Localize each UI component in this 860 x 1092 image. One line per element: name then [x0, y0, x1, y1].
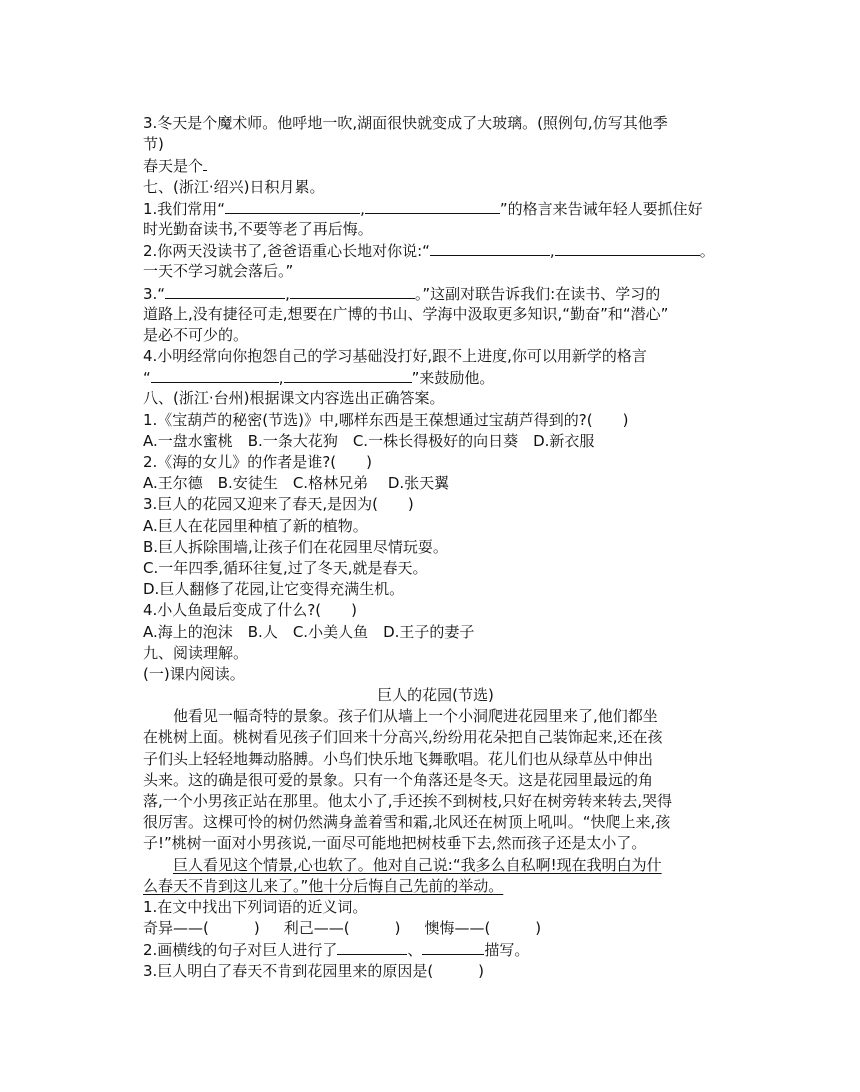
question-8-3: 3.巨人的花园又迎来了春天,是因为( )	[143, 495, 414, 514]
q-text: 1.我们常用“	[143, 199, 226, 218]
subsection-heading: (一)课内阅读。	[143, 664, 245, 683]
q-text: 2.你两天没读书了,爸爸语重心长地对你说:“	[143, 242, 430, 261]
answer-blank	[290, 283, 415, 299]
question-8-4: 4.小人鱼最后变成了什么?( )	[143, 601, 357, 620]
answer-blank	[337, 939, 407, 955]
passage-line: 落,一个小男孩正站在那里。他太小了,手还挨不到树枝,只好在树旁转来转去,哭得	[143, 792, 673, 810]
underlined-sentence: 巨人看见这个情景,心也软了。他对自己说:“我多么自私啊!现在我明白为什	[173, 855, 662, 874]
answer-blank	[151, 367, 279, 383]
q-text: 3.“	[143, 284, 166, 303]
question-7-4-cont	[143, 367, 728, 388]
q-text: 。”这副对联告诉我们:在读书、学习的	[414, 284, 661, 303]
answer-blank	[284, 367, 412, 383]
passage-line: 很厉害。这棵可怜的树仍然满身盖着雪和霜,北风还在树顶上吼叫。“快爬上来,孩	[143, 813, 671, 832]
question-8-2-options: A.王尔德 B.安徒生 C.格林兄弟 D.张天翼	[143, 474, 450, 493]
question-8-3-option-d: D.巨人翻修了花园,让它变得充满生机。	[143, 580, 405, 599]
answer-blank	[422, 939, 484, 955]
question-7-1	[143, 198, 728, 219]
question-8-3-option-c: C.一年四季,循环往复,过了冬天,就是春天。	[143, 558, 428, 577]
reading-question-3: 3.巨人明白了春天不肯到花园里来的原因是( )	[143, 961, 485, 980]
question-8-4-options: A.海上的泡沫 B.人 C.小美人鱼 D.王子的妻子	[143, 622, 475, 641]
question-7-3-cont2: 是必不可少的。	[143, 325, 249, 344]
passage-line: 头来。这的确是很可爱的景象。只有一个角落还是冬天。这是花园里最远的角	[143, 770, 654, 789]
reading-question-1-items	[143, 918, 728, 939]
q-text: ”的格言来告诫年轻人要抓住好	[499, 199, 703, 218]
question-7-4: 4.小明经常向你抱怨自己的学习基础没打好,跟不上进度,你可以用新学的格言	[143, 347, 647, 366]
answer-blank	[430, 240, 550, 256]
question-8-3-option-a: A.巨人在花园里种植了新的植物。	[143, 516, 368, 535]
question-7-1-cont: 时光勤奋读书,不要等老了再后悔。	[143, 219, 373, 238]
answer-blank	[203, 155, 207, 171]
passage-underlined-line	[143, 855, 728, 876]
answer-blank	[555, 240, 700, 256]
passage-line: 在桃树上面。桃树看见孩子们回来十分高兴,纷纷用花朵把自己装饰起来,还在孩	[143, 728, 663, 747]
q-text: ,	[278, 369, 284, 388]
q-text: “	[143, 369, 151, 388]
question-7-3	[143, 283, 728, 304]
answer-blank	[225, 198, 360, 214]
question-8-3-option-b: B.巨人拆除围墙,让孩子们在花园里尽情玩耍。	[143, 537, 448, 556]
passage-line: 子!”桃树一面对小男孩说,一面尽可能地把树枝垂下去,然而孩子还是太小了。	[143, 834, 647, 853]
worksheet-page	[143, 113, 728, 982]
underlined-sentence: 么春天不肯到这儿来了。”他十分后悔自己先前的举动。	[143, 876, 504, 895]
answer-blank	[165, 283, 285, 299]
q-text: ,	[549, 242, 555, 261]
q-text: 描写。	[484, 941, 530, 960]
q-text: 2.画横线的句子对巨人进行了	[143, 941, 338, 960]
reading-question-1: 1.在文中找出下列词语的近义词。	[143, 897, 368, 916]
q-text: 、	[407, 941, 423, 960]
synonym-item: 懊悔——( )	[424, 919, 542, 938]
passage-title: 巨人的花园(节选)	[377, 686, 494, 705]
question-7-2	[143, 240, 728, 261]
section-8-heading: 八、(浙江·台州)根据课文内容选出正确答案。	[143, 389, 445, 408]
answer-blank	[365, 198, 500, 214]
synonym-item: 利己——( )	[283, 919, 401, 938]
q-text: ”来鼓励他。	[411, 369, 495, 388]
answer-line-spring	[143, 155, 728, 176]
question-7-3-prompt: 3.冬天是个魔术师。他呼地一吹,湖面很快就变成了大玻璃。(照例句,仿写其他季	[143, 114, 668, 132]
passage-line: 子们头上轻轻地舞动胳膊。小鸟们快乐地飞舞歌唱。花儿们也从绿草丛中伸出	[143, 749, 654, 768]
question-7-3-cont: 道路上,没有捷径可走,想要在广博的书山、学海中汲取更多知识,“勤奋”和“潜心”	[143, 304, 669, 323]
q-text: 。	[699, 242, 715, 261]
passage-line: 他看见一幅奇特的景象。孩子们从墙上一个小洞爬进花园里来了,他们都坐	[173, 707, 658, 726]
answer-prefix: 春天是个	[143, 157, 204, 176]
passage-underlined-line	[143, 876, 728, 897]
reading-question-2	[143, 939, 728, 960]
section-9-heading: 九、阅读理解。	[143, 643, 249, 662]
question-7-2-cont: 一天不学习就会落后。”	[143, 262, 294, 281]
question-8-1-options: A.一盘水蜜桃 B.一条大花狗 C.一株长得极好的向日葵 D.新衣服	[143, 431, 595, 450]
section-7-heading: 七、(浙江·绍兴)日积月累。	[143, 177, 325, 196]
synonym-item: 奇异——( )	[143, 919, 260, 938]
q-text: ,	[285, 284, 290, 303]
question-7-3-prompt-cont: 节)	[143, 135, 164, 154]
question-8-2: 2.《海的女儿》的作者是谁?( )	[143, 453, 372, 471]
question-8-1: 1.《宝葫芦的秘密(节选)》中,哪样东西是王葆想通过宝葫芦得到的?( )	[143, 410, 629, 429]
q-text: ,	[360, 199, 365, 218]
